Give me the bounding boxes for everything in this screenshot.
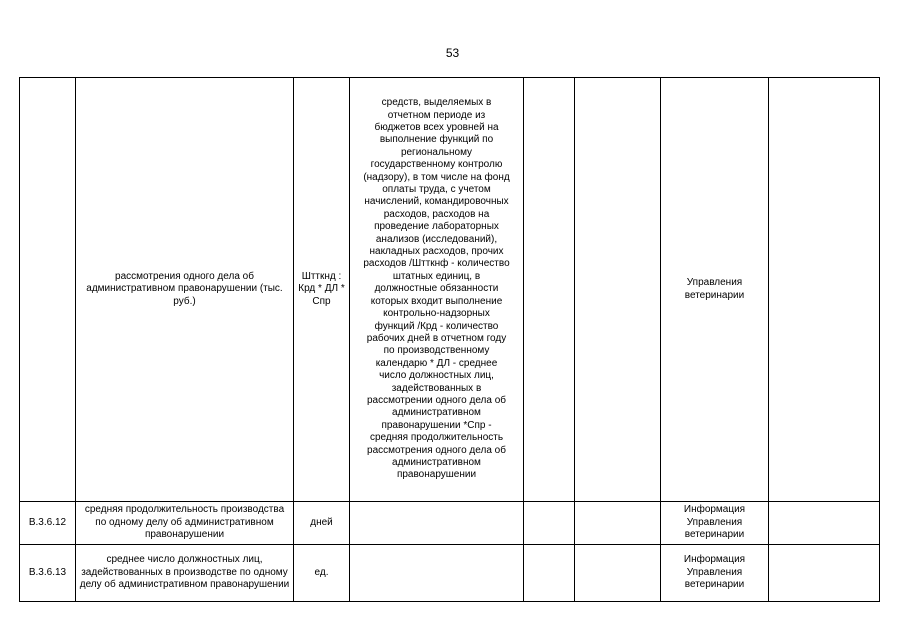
empty-cell — [524, 78, 575, 502]
indicator-unit: ед. — [294, 545, 350, 602]
empty-cell — [769, 502, 880, 545]
page-number: 53 — [445, 46, 460, 60]
indicator-name: среднее число должностных лиц, задействованных в производстве по одному делу об административном правонарушении — [76, 545, 294, 602]
indicator-source: Информация Управления ветеринарии — [661, 502, 769, 545]
empty-cell — [524, 502, 575, 545]
empty-cell — [575, 545, 661, 602]
indicator-description: средств, выделяемых в отчетном периоде из бюджетов всех уровней на выполнение функций по региональному государственному контролю (надзору), в том числе на фонд оплаты труда, с учетом начислений, командировочных расходов, расходов на проведение лабораторных анализов (исследований), накладных расходов, прочих расходов /Штткнф - количество штатных единиц, в должностные обязанности которых входит выполнение контрольно-надзорных функций /Крд - количество рабочих дней в отчетном году по производственному календарю * ДЛ - среднее число должностных лиц, задействованных в рассмотрении одного дела об административном правонарушении *Спр - средняя продолжительность рассмотрения одного дела об административном правонарушении — [350, 78, 524, 502]
table-row — [20, 545, 880, 602]
empty-cell — [524, 545, 575, 602]
indicator-unit: Штткнд : Крд * ДЛ * Спр — [294, 78, 350, 502]
empty-cell — [769, 545, 880, 602]
indicator-source: Информация Управления ветеринарии — [661, 545, 769, 602]
indicator-description — [350, 502, 524, 545]
indicator-code — [20, 78, 76, 502]
table-row — [20, 78, 880, 502]
indicator-source: Управления ветеринарии — [661, 78, 769, 502]
indicator-name: рассмотрения одного дела об административном правонарушении (тыс. руб.) — [76, 78, 294, 502]
indicator-code: В.3.6.12 — [20, 502, 76, 545]
empty-cell — [769, 78, 880, 502]
indicator-unit: дней — [294, 502, 350, 545]
table-row — [20, 502, 880, 545]
indicator-description — [350, 545, 524, 602]
indicator-code: В.3.6.13 — [20, 545, 76, 602]
indicator-name: средняя продолжительность производства по одному делу об административном правонарушении — [76, 502, 294, 545]
indicator-table — [19, 77, 880, 602]
empty-cell — [575, 502, 661, 545]
empty-cell — [575, 78, 661, 502]
